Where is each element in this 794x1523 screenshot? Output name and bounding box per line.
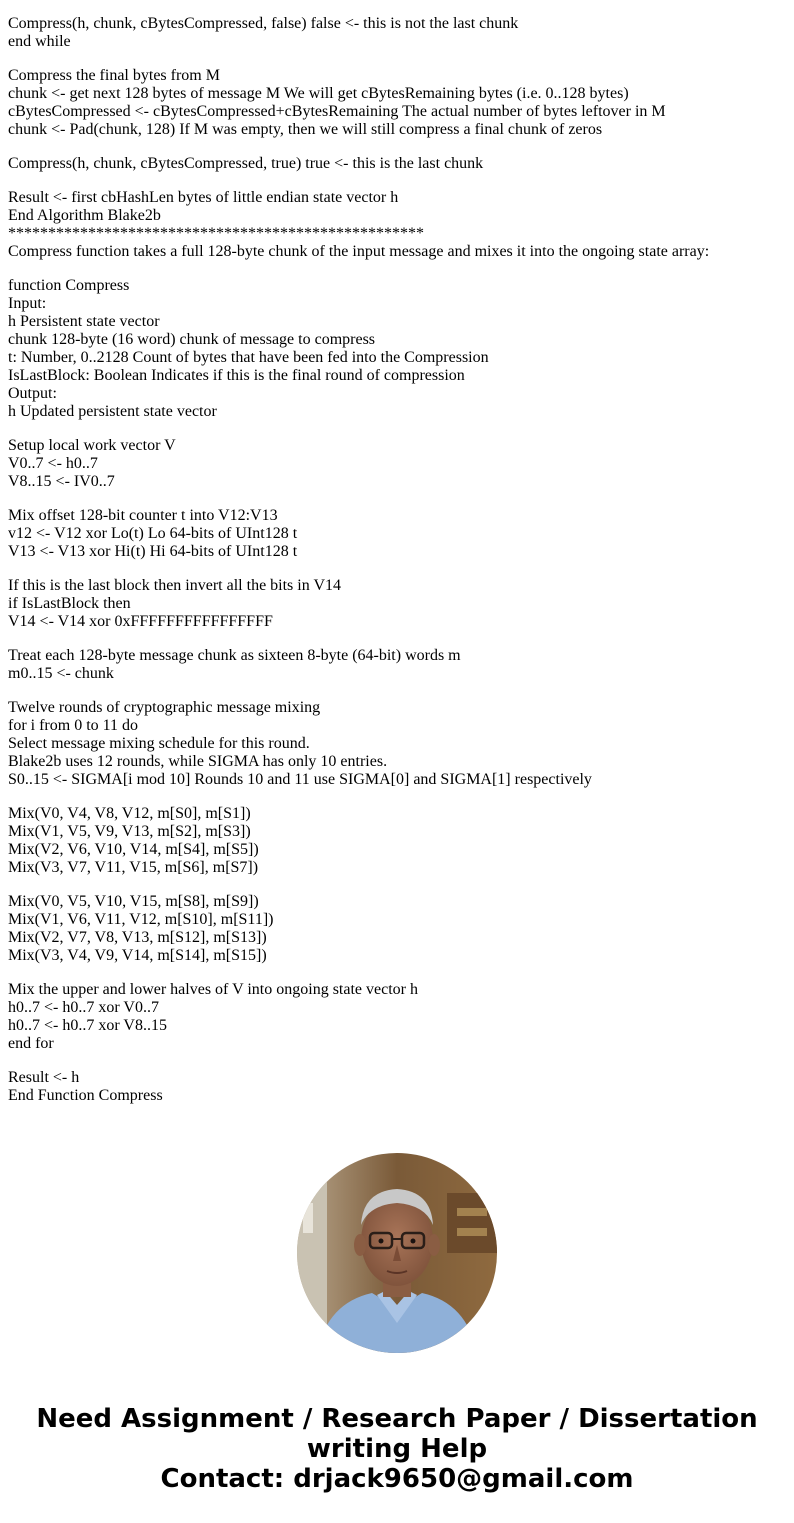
paragraph <box>8 893 788 965</box>
text-line: Treat each 128-byte message chunk as sixteen 8-byte (64-bit) words m <box>8 647 461 664</box>
text-line: Compress the final bytes from M <box>8 67 220 84</box>
text-line: Compress(h, chunk, cBytesCompressed, false) false <- this is not the last chunk <box>8 15 519 32</box>
text-line: h Updated persistent state vector <box>8 403 217 420</box>
text-line: End Algorithm Blake2b <box>8 207 161 224</box>
person-photo-icon <box>297 1153 497 1353</box>
text-line: Mix(V2, V7, V8, V13, m[S12], m[S13]) <box>8 929 267 946</box>
text-line: cBytesCompressed <- cBytesCompressed+cBytesRemaining The actual number of bytes leftover in M <box>8 103 666 120</box>
text-line: Mix offset 128-bit counter t into V12:V13 <box>8 507 278 524</box>
paragraph <box>8 15 788 51</box>
paragraph <box>8 577 788 631</box>
text-line: Blake2b uses 12 rounds, while SIGMA has only 10 entries. <box>8 753 388 770</box>
text-line: Mix(V0, V5, V10, V15, m[S8], m[S9]) <box>8 893 259 910</box>
text-line: Twelve rounds of cryptographic message mixing <box>8 699 321 716</box>
text-line: if IsLastBlock then <box>8 595 131 612</box>
paragraph <box>8 805 788 877</box>
text-line: t: Number, 0..2128 Count of bytes that have been fed into the Compression <box>8 349 489 366</box>
text-line: end while <box>8 33 71 50</box>
paragraph <box>8 67 788 139</box>
text-line: Setup local work vector V <box>8 437 176 454</box>
text-line: End Function Compress <box>8 1087 163 1104</box>
text-line: chunk <- get next 128 bytes of message M We will get cBytesRemaining bytes (i.e. 0..128 bytes) <box>8 85 629 102</box>
text-line: If this is the last block then invert all the bits in V14 <box>8 577 341 594</box>
text-line: Result <- h <box>8 1069 80 1086</box>
text-line: V14 <- V14 xor 0xFFFFFFFFFFFFFFFF <box>8 613 273 630</box>
paragraph <box>8 155 788 173</box>
text-line: Mix the upper and lower halves of V into ongoing state vector h <box>8 981 418 998</box>
paragraph <box>8 699 788 789</box>
text-line: Output: <box>8 385 57 402</box>
text-line: Select message mixing schedule for this round. <box>8 735 310 752</box>
paragraph <box>8 189 788 261</box>
text-line: Input: <box>8 295 47 312</box>
text-line: h0..7 <- h0..7 xor V8..15 <box>8 1017 167 1034</box>
text-line: IsLastBlock: Boolean Indicates if this is the final round of compression <box>8 367 465 384</box>
text-line: end for <box>8 1035 54 1052</box>
paragraph <box>8 507 788 561</box>
text-line: V8..15 <- IV0..7 <box>8 473 115 490</box>
cta-line: Need Assignment / Research Paper / Dissertation <box>36 1404 758 1434</box>
text-line: V0..7 <- h0..7 <box>8 455 98 472</box>
text-line: function Compress <box>8 277 130 294</box>
text-line: m0..15 <- chunk <box>8 665 114 682</box>
text-line: Result <- first cbHashLen bytes of little endian state vector h <box>8 189 399 206</box>
paragraph <box>8 437 788 491</box>
text-line: Mix(V1, V5, V9, V13, m[S2], m[S3]) <box>8 823 251 840</box>
text-line: h0..7 <- h0..7 xor V0..7 <box>8 999 159 1016</box>
text-line: Mix(V2, V6, V10, V14, m[S4], m[S5]) <box>8 841 259 858</box>
text-line: Mix(V3, V4, V9, V14, m[S14], m[S15]) <box>8 947 267 964</box>
text-line: Mix(V0, V4, V8, V12, m[S0], m[S1]) <box>8 805 251 822</box>
text-line: Mix(V3, V7, V11, V15, m[S6], m[S7]) <box>8 859 259 876</box>
author-avatar <box>297 1153 497 1353</box>
call-to-action <box>0 1404 794 1494</box>
text-line: chunk <- Pad(chunk, 128) If M was empty, then we will still compress a final chunk of zeros <box>8 121 603 138</box>
text-line: for i from 0 to 11 do <box>8 717 139 734</box>
document-body <box>8 15 788 1121</box>
cta-line: writing Help <box>306 1434 488 1464</box>
paragraph <box>8 981 788 1053</box>
text-line: chunk 128-byte (16 word) chunk of message to compress <box>8 331 376 348</box>
separator-line: **************************************************** <box>8 225 424 242</box>
text-line: Compress function takes a full 128-byte chunk of the input message and mixes it into the ongoing state array: <box>8 243 710 260</box>
text-line: Mix(V1, V6, V11, V12, m[S10], m[S11]) <box>8 911 274 928</box>
paragraph <box>8 1069 788 1105</box>
text-line: Compress(h, chunk, cBytesCompressed, true) true <- this is the last chunk <box>8 155 484 172</box>
text-line: S0..15 <- SIGMA[i mod 10] Rounds 10 and 11 use SIGMA[0] and SIGMA[1] respectively <box>8 771 592 788</box>
contact-email[interactable]: Contact: drjack9650@gmail.com <box>160 1464 634 1494</box>
text-line: v12 <- V12 xor Lo(t) Lo 64-bits of UInt128 t <box>8 525 298 542</box>
text-line: h Persistent state vector <box>8 313 160 330</box>
paragraph <box>8 647 788 683</box>
paragraph <box>8 277 788 421</box>
text-line: V13 <- V13 xor Hi(t) Hi 64-bits of UInt128 t <box>8 543 298 560</box>
